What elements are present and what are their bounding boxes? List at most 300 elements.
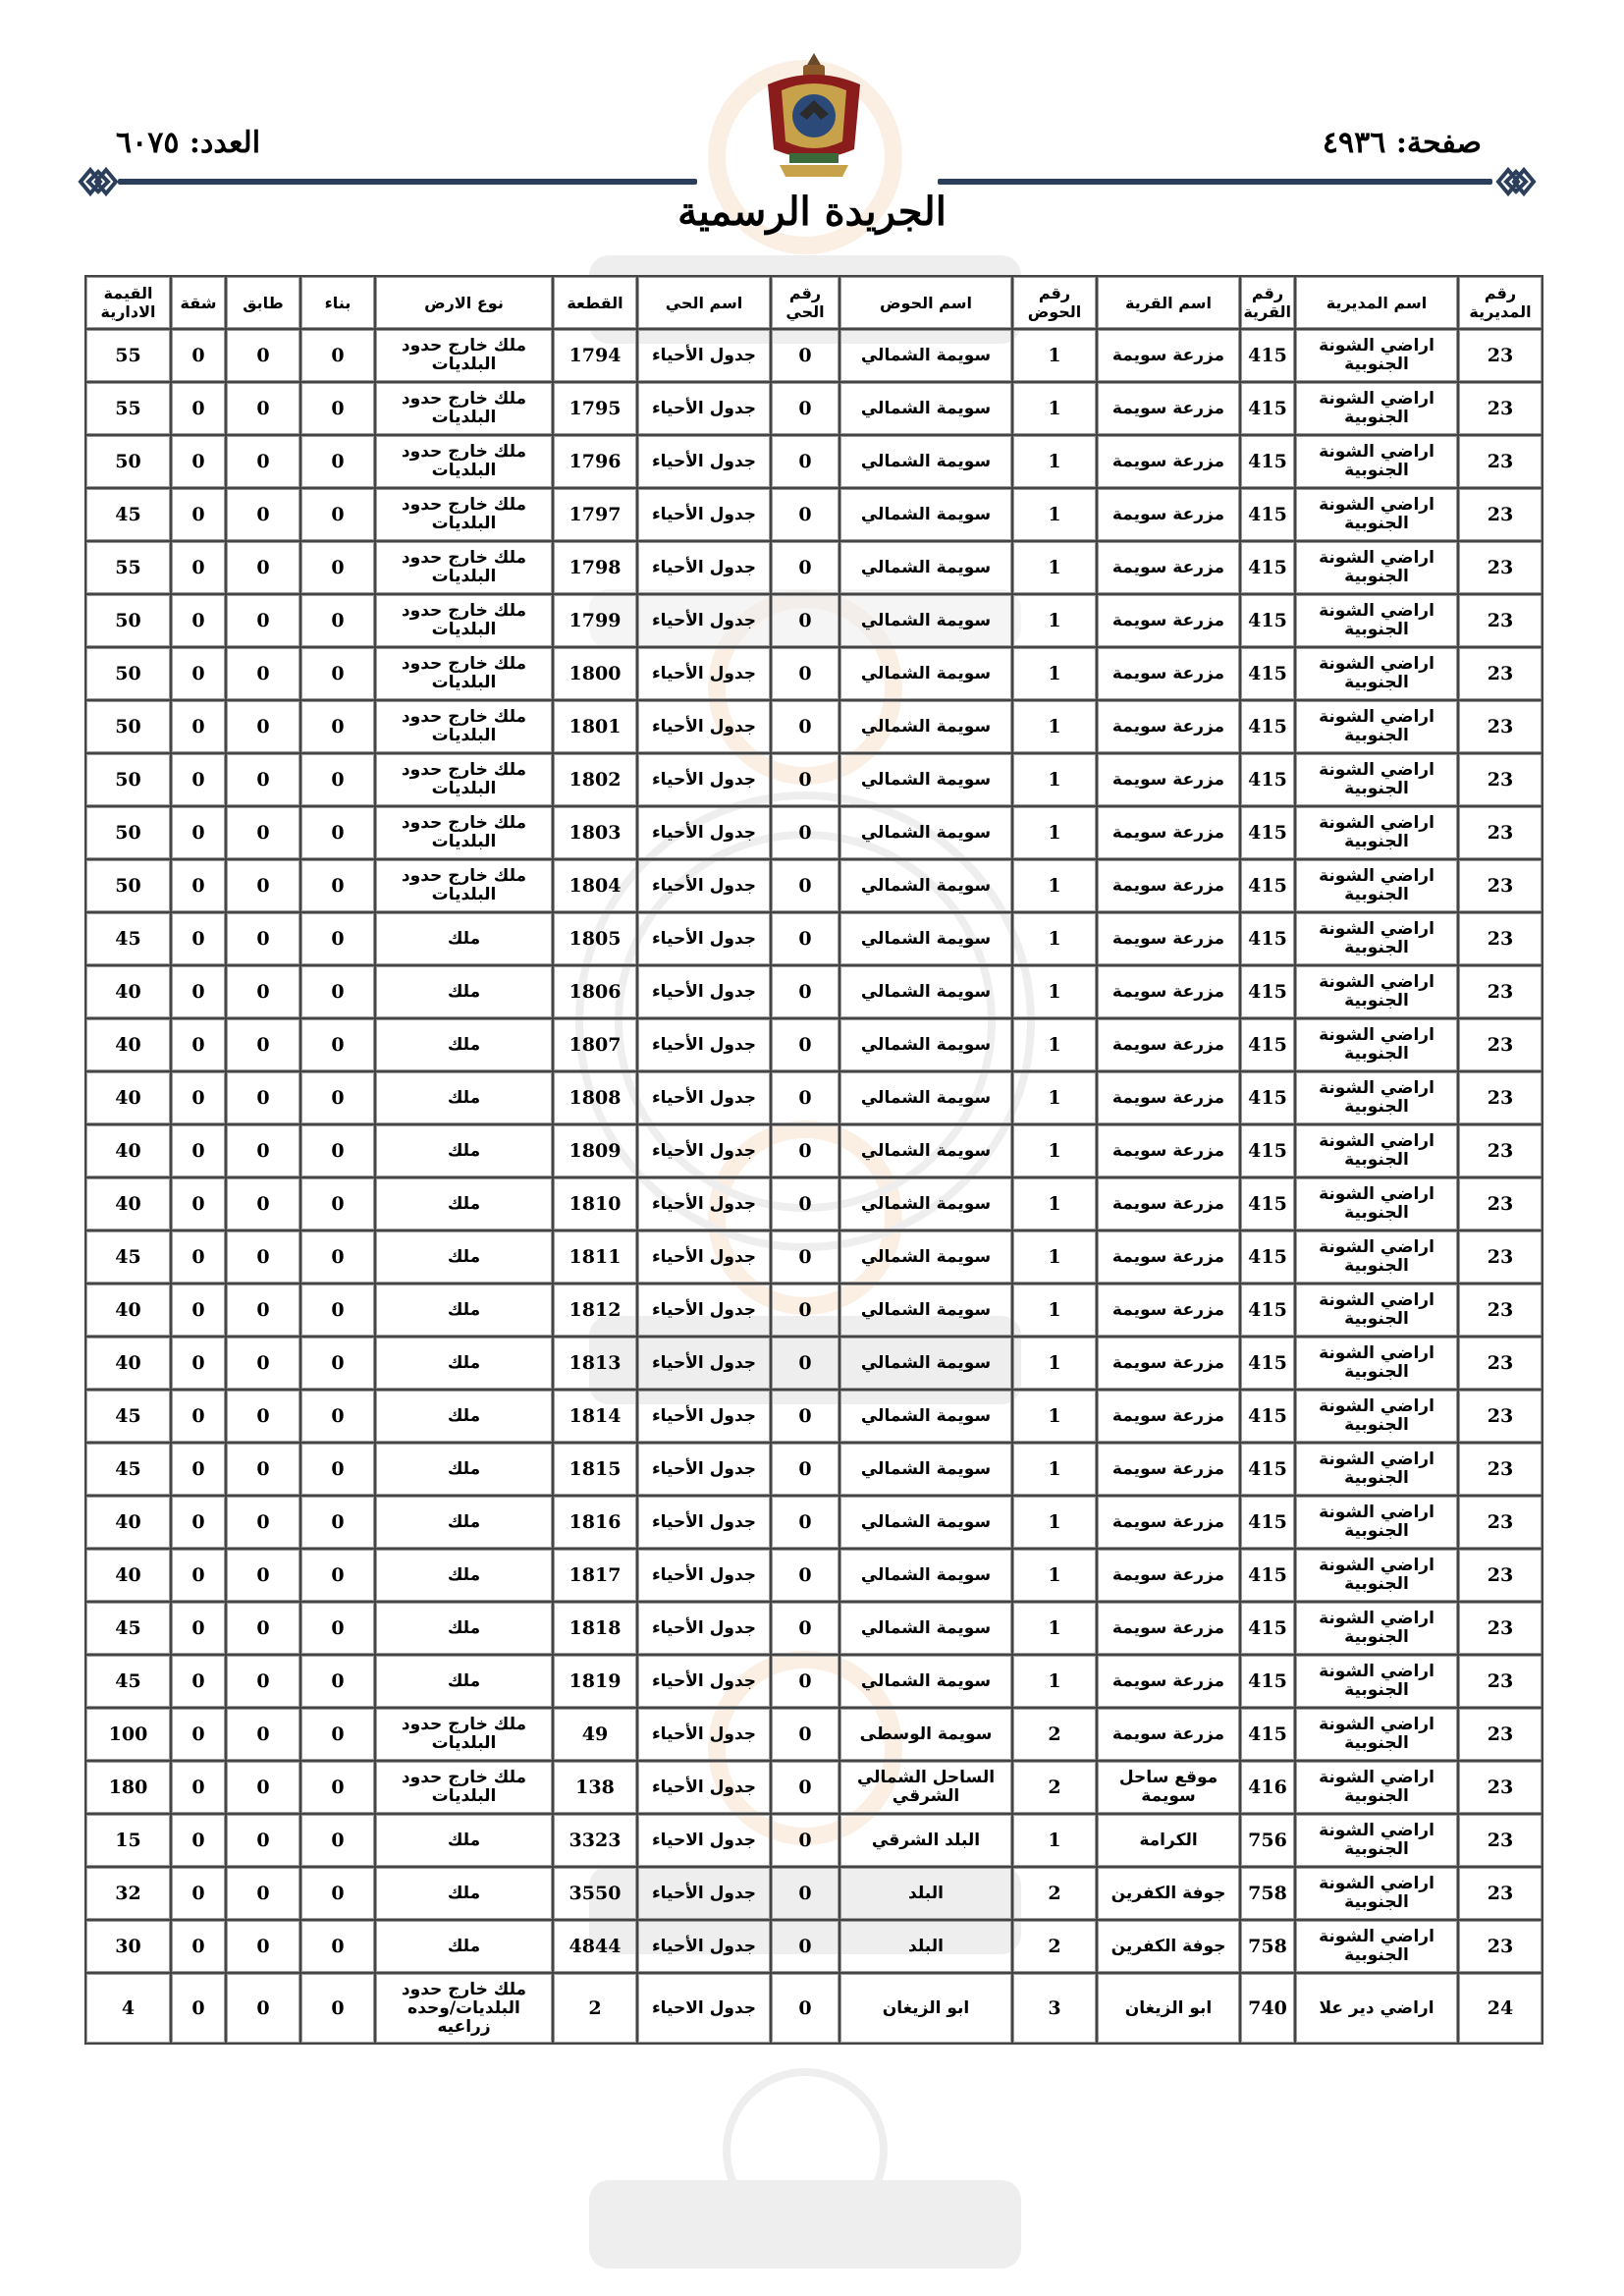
cell-basin-name: سويمة الشمالي bbox=[839, 912, 1012, 965]
cell-district-no: 0 bbox=[771, 435, 839, 488]
table-row bbox=[85, 912, 1543, 965]
cell-apartment: 0 bbox=[171, 488, 226, 541]
cell-village-name: مزرعة سويمة bbox=[1097, 1708, 1240, 1761]
cell-building: 0 bbox=[300, 1655, 375, 1708]
cell-floor: 0 bbox=[226, 1177, 300, 1230]
cell-directorate-no: 23 bbox=[1458, 1920, 1543, 1973]
cell-village-no: 415 bbox=[1240, 1443, 1295, 1496]
table-row bbox=[85, 1973, 1543, 2044]
cell-district-no: 0 bbox=[771, 1973, 839, 2044]
cell-land-type: ملك bbox=[375, 1920, 553, 1973]
cell-directorate-name: اراضي الشونة الجنوبية bbox=[1295, 382, 1458, 435]
cell-floor: 0 bbox=[226, 594, 300, 647]
cell-building: 0 bbox=[300, 700, 375, 753]
cell-land-type: ملك bbox=[375, 1443, 553, 1496]
cell-land-type: ملك bbox=[375, 912, 553, 965]
cell-directorate-name: اراضي الشونة الجنوبية bbox=[1295, 806, 1458, 859]
cell-building: 0 bbox=[300, 1071, 375, 1124]
cell-directorate-name: اراضي الشونة الجنوبية bbox=[1295, 1549, 1458, 1602]
cell-district-name: جدول الأحياء bbox=[637, 647, 771, 700]
cell-district-name: جدول الأحياء bbox=[637, 965, 771, 1018]
cell-basin-no: 1 bbox=[1012, 1655, 1097, 1708]
table-row bbox=[85, 1602, 1543, 1655]
cell-village-no: 740 bbox=[1240, 1973, 1295, 2044]
cell-land-type: ملك خارج حدود البلديات bbox=[375, 1708, 553, 1761]
cell-basin-name: سويمة الشمالي bbox=[839, 1177, 1012, 1230]
cell-directorate-no: 23 bbox=[1458, 806, 1543, 859]
cell-parcel: 3550 bbox=[553, 1867, 637, 1920]
cell-village-name: مزرعة سويمة bbox=[1097, 382, 1240, 435]
cell-basin-name: سويمة الشمالي bbox=[839, 753, 1012, 806]
cell-building: 0 bbox=[300, 1602, 375, 1655]
cell-basin-no: 1 bbox=[1012, 647, 1097, 700]
cell-apartment: 0 bbox=[171, 1018, 226, 1071]
cell-basin-name: ابو الزيغان bbox=[839, 1973, 1012, 2044]
cell-village-no: 415 bbox=[1240, 1390, 1295, 1443]
cell-land-type: ملك bbox=[375, 1124, 553, 1177]
cell-directorate-no: 23 bbox=[1458, 1177, 1543, 1230]
cell-basin-name: سويمة الشمالي bbox=[839, 382, 1012, 435]
cell-admin-value: 50 bbox=[85, 594, 171, 647]
cell-apartment: 0 bbox=[171, 647, 226, 700]
cell-directorate-no: 23 bbox=[1458, 1284, 1543, 1337]
cell-basin-name: سويمة الشمالي bbox=[839, 1337, 1012, 1390]
cell-admin-value: 40 bbox=[85, 1177, 171, 1230]
cell-building: 0 bbox=[300, 647, 375, 700]
cell-village-name: مزرعة سويمة bbox=[1097, 1602, 1240, 1655]
cell-basin-no: 1 bbox=[1012, 1284, 1097, 1337]
cell-district-no: 0 bbox=[771, 1549, 839, 1602]
cell-building: 0 bbox=[300, 435, 375, 488]
cell-district-no: 0 bbox=[771, 700, 839, 753]
cell-basin-no: 3 bbox=[1012, 1973, 1097, 2044]
cell-land-type: ملك خارج حدود البلديات bbox=[375, 435, 553, 488]
cell-district-name: جدول الاحياء bbox=[637, 1814, 771, 1867]
cell-basin-no: 1 bbox=[1012, 1018, 1097, 1071]
cell-admin-value: 40 bbox=[85, 1071, 171, 1124]
cell-directorate-name: اراضي الشونة الجنوبية bbox=[1295, 859, 1458, 912]
cell-parcel: 4844 bbox=[553, 1920, 637, 1973]
table-row bbox=[85, 965, 1543, 1018]
cell-basin-name: سويمة الشمالي bbox=[839, 859, 1012, 912]
cell-basin-name: سويمة الشمالي bbox=[839, 700, 1012, 753]
cell-district-name: جدول الأحياء bbox=[637, 1549, 771, 1602]
cell-parcel: 1805 bbox=[553, 912, 637, 965]
cell-district-no: 0 bbox=[771, 1284, 839, 1337]
cell-parcel: 1819 bbox=[553, 1655, 637, 1708]
cell-basin-no: 1 bbox=[1012, 1071, 1097, 1124]
cell-district-no: 0 bbox=[771, 541, 839, 594]
cell-village-name: مزرعة سويمة bbox=[1097, 1496, 1240, 1549]
cell-village-name: مزرعة سويمة bbox=[1097, 1390, 1240, 1443]
cell-apartment: 0 bbox=[171, 806, 226, 859]
cell-district-name: جدول الأحياء bbox=[637, 1390, 771, 1443]
cell-directorate-no: 23 bbox=[1458, 1761, 1543, 1814]
cell-admin-value: 40 bbox=[85, 965, 171, 1018]
cell-building: 0 bbox=[300, 806, 375, 859]
cell-building: 0 bbox=[300, 488, 375, 541]
cell-district-name: جدول الأحياء bbox=[637, 1443, 771, 1496]
cell-parcel: 1817 bbox=[553, 1549, 637, 1602]
table-row bbox=[85, 1708, 1543, 1761]
cell-village-no: 415 bbox=[1240, 1549, 1295, 1602]
cell-land-type: ملك خارج حدود البلديات bbox=[375, 700, 553, 753]
cell-admin-value: 45 bbox=[85, 488, 171, 541]
cell-basin-name: سويمة الشمالي bbox=[839, 1071, 1012, 1124]
cell-parcel: 1803 bbox=[553, 806, 637, 859]
cell-district-name: جدول الأحياء bbox=[637, 1071, 771, 1124]
cell-district-no: 0 bbox=[771, 1443, 839, 1496]
cell-land-type: ملك خارج حدود البلديات bbox=[375, 382, 553, 435]
cell-district-name: جدول الأحياء bbox=[637, 488, 771, 541]
cell-apartment: 0 bbox=[171, 382, 226, 435]
header-floor: طابق bbox=[226, 276, 300, 329]
cell-floor: 0 bbox=[226, 488, 300, 541]
table-row bbox=[85, 541, 1543, 594]
cell-village-no: 415 bbox=[1240, 806, 1295, 859]
cell-floor: 0 bbox=[226, 1071, 300, 1124]
cell-floor: 0 bbox=[226, 1443, 300, 1496]
cell-land-type: ملك خارج حدود البلديات bbox=[375, 753, 553, 806]
cell-basin-no: 1 bbox=[1012, 1124, 1097, 1177]
cell-directorate-no: 23 bbox=[1458, 1708, 1543, 1761]
cell-basin-no: 1 bbox=[1012, 753, 1097, 806]
header-district-name: اسم الحي bbox=[637, 276, 771, 329]
cell-basin-no: 1 bbox=[1012, 806, 1097, 859]
cell-basin-name: سويمة الشمالي bbox=[839, 1284, 1012, 1337]
cell-apartment: 0 bbox=[171, 912, 226, 965]
cell-district-no: 0 bbox=[771, 753, 839, 806]
cell-basin-name: سويمة الشمالي bbox=[839, 1390, 1012, 1443]
cell-admin-value: 40 bbox=[85, 1018, 171, 1071]
cell-directorate-name: اراضي دير علا bbox=[1295, 1973, 1458, 2044]
header-building: بناء bbox=[300, 276, 375, 329]
cell-floor: 0 bbox=[226, 1124, 300, 1177]
cell-village-no: 415 bbox=[1240, 1496, 1295, 1549]
cell-directorate-no: 24 bbox=[1458, 1973, 1543, 2044]
table-header-row bbox=[85, 276, 1543, 329]
cell-basin-no: 1 bbox=[1012, 965, 1097, 1018]
cell-basin-name: سويمة الشمالي bbox=[839, 541, 1012, 594]
cell-building: 0 bbox=[300, 1867, 375, 1920]
cell-basin-no: 1 bbox=[1012, 488, 1097, 541]
cell-admin-value: 40 bbox=[85, 1284, 171, 1337]
cell-parcel: 3323 bbox=[553, 1814, 637, 1867]
cell-building: 0 bbox=[300, 1177, 375, 1230]
cell-directorate-name: اراضي الشونة الجنوبية bbox=[1295, 1496, 1458, 1549]
cell-land-type: ملك bbox=[375, 1177, 553, 1230]
cell-floor: 0 bbox=[226, 1655, 300, 1708]
cell-district-no: 0 bbox=[771, 1177, 839, 1230]
cell-basin-no: 1 bbox=[1012, 1230, 1097, 1284]
cell-village-no: 416 bbox=[1240, 1761, 1295, 1814]
cell-floor: 0 bbox=[226, 435, 300, 488]
cell-basin-name: البلد bbox=[839, 1920, 1012, 1973]
cell-building: 0 bbox=[300, 1708, 375, 1761]
cell-district-name: جدول الأحياء bbox=[637, 1124, 771, 1177]
cell-admin-value: 50 bbox=[85, 859, 171, 912]
cell-directorate-no: 23 bbox=[1458, 1230, 1543, 1284]
cell-building: 0 bbox=[300, 1814, 375, 1867]
cell-land-type: ملك خارج حدود البلديات bbox=[375, 859, 553, 912]
cell-admin-value: 50 bbox=[85, 753, 171, 806]
cell-village-name: موقع ساحل سويمة bbox=[1097, 1761, 1240, 1814]
cell-directorate-name: اراضي الشونة الجنوبية bbox=[1295, 1390, 1458, 1443]
cell-parcel: 1802 bbox=[553, 753, 637, 806]
cell-directorate-name: اراضي الشونة الجنوبية bbox=[1295, 488, 1458, 541]
cell-directorate-no: 23 bbox=[1458, 329, 1543, 382]
cell-directorate-no: 23 bbox=[1458, 647, 1543, 700]
cell-apartment: 0 bbox=[171, 700, 226, 753]
header-land-type: نوع الارض bbox=[375, 276, 553, 329]
cell-apartment: 0 bbox=[171, 965, 226, 1018]
cell-village-name: مزرعة سويمة bbox=[1097, 647, 1240, 700]
cell-village-no: 415 bbox=[1240, 1018, 1295, 1071]
cell-district-name: جدول الأحياء bbox=[637, 382, 771, 435]
cell-district-no: 0 bbox=[771, 1602, 839, 1655]
cell-building: 0 bbox=[300, 1390, 375, 1443]
cell-village-no: 758 bbox=[1240, 1867, 1295, 1920]
cell-floor: 0 bbox=[226, 1390, 300, 1443]
cell-village-no: 415 bbox=[1240, 1177, 1295, 1230]
cell-apartment: 0 bbox=[171, 1549, 226, 1602]
cell-parcel: 1800 bbox=[553, 647, 637, 700]
cell-district-no: 0 bbox=[771, 488, 839, 541]
cell-district-name: جدول الأحياء bbox=[637, 1177, 771, 1230]
cell-building: 0 bbox=[300, 1496, 375, 1549]
cell-district-no: 0 bbox=[771, 594, 839, 647]
cell-admin-value: 4 bbox=[85, 1973, 171, 2044]
cell-directorate-name: اراضي الشونة الجنوبية bbox=[1295, 1018, 1458, 1071]
cell-basin-no: 1 bbox=[1012, 1177, 1097, 1230]
cell-apartment: 0 bbox=[171, 1973, 226, 2044]
cell-admin-value: 50 bbox=[85, 647, 171, 700]
cell-parcel: 1809 bbox=[553, 1124, 637, 1177]
cell-district-no: 0 bbox=[771, 382, 839, 435]
table-row bbox=[85, 1337, 1543, 1390]
cell-district-no: 0 bbox=[771, 912, 839, 965]
cell-district-name: جدول الأحياء bbox=[637, 435, 771, 488]
cell-village-name: مزرعة سويمة bbox=[1097, 965, 1240, 1018]
cell-floor: 0 bbox=[226, 1337, 300, 1390]
cell-apartment: 0 bbox=[171, 1867, 226, 1920]
cell-directorate-name: اراضي الشونة الجنوبية bbox=[1295, 647, 1458, 700]
cell-village-name: مزرعة سويمة bbox=[1097, 329, 1240, 382]
cell-directorate-name: اراضي الشونة الجنوبية bbox=[1295, 965, 1458, 1018]
cell-district-name: جدول الأحياء bbox=[637, 1655, 771, 1708]
table-row bbox=[85, 1655, 1543, 1708]
cell-floor: 0 bbox=[226, 382, 300, 435]
table-row bbox=[85, 382, 1543, 435]
cell-village-name: مزرعة سويمة bbox=[1097, 1018, 1240, 1071]
cell-directorate-no: 23 bbox=[1458, 859, 1543, 912]
cell-parcel: 1814 bbox=[553, 1390, 637, 1443]
table-row bbox=[85, 1018, 1543, 1071]
cell-district-no: 0 bbox=[771, 1230, 839, 1284]
cell-apartment: 0 bbox=[171, 1496, 226, 1549]
cell-village-name: مزرعة سويمة bbox=[1097, 1655, 1240, 1708]
cell-district-no: 0 bbox=[771, 329, 839, 382]
cell-building: 0 bbox=[300, 382, 375, 435]
cell-admin-value: 15 bbox=[85, 1814, 171, 1867]
cell-district-name: جدول الاحياء bbox=[637, 1973, 771, 2044]
cell-district-no: 0 bbox=[771, 1920, 839, 1973]
cell-village-no: 415 bbox=[1240, 912, 1295, 965]
cell-building: 0 bbox=[300, 1973, 375, 2044]
header-basin-no: رقم الحوض bbox=[1012, 276, 1097, 329]
cell-parcel: 1797 bbox=[553, 488, 637, 541]
cell-basin-name: سويمة الشمالي bbox=[839, 1549, 1012, 1602]
cell-floor: 0 bbox=[226, 1814, 300, 1867]
cell-land-type: ملك خارج حدود البلديات bbox=[375, 541, 553, 594]
cell-directorate-no: 23 bbox=[1458, 700, 1543, 753]
cell-village-no: 415 bbox=[1240, 1708, 1295, 1761]
cell-parcel: 1804 bbox=[553, 859, 637, 912]
cell-basin-no: 1 bbox=[1012, 329, 1097, 382]
table-row bbox=[85, 1443, 1543, 1496]
table-row bbox=[85, 859, 1543, 912]
cell-basin-name: سويمة الشمالي bbox=[839, 806, 1012, 859]
cell-floor: 0 bbox=[226, 1867, 300, 1920]
cell-land-type: ملك bbox=[375, 1655, 553, 1708]
cell-apartment: 0 bbox=[171, 1284, 226, 1337]
cell-apartment: 0 bbox=[171, 1761, 226, 1814]
table-row bbox=[85, 594, 1543, 647]
cell-village-no: 415 bbox=[1240, 1337, 1295, 1390]
cell-admin-value: 40 bbox=[85, 1124, 171, 1177]
cell-village-no: 415 bbox=[1240, 329, 1295, 382]
cell-directorate-name: اراضي الشونة الجنوبية bbox=[1295, 1071, 1458, 1124]
cell-directorate-name: اراضي الشونة الجنوبية bbox=[1295, 1177, 1458, 1230]
cell-building: 0 bbox=[300, 1761, 375, 1814]
cell-basin-name: سويمة الشمالي bbox=[839, 488, 1012, 541]
cell-parcel: 1816 bbox=[553, 1496, 637, 1549]
header-basin-name: اسم الحوض bbox=[839, 276, 1012, 329]
table-row bbox=[85, 1867, 1543, 1920]
cell-district-name: جدول الأحياء bbox=[637, 594, 771, 647]
cell-floor: 0 bbox=[226, 806, 300, 859]
cell-directorate-name: اراضي الشونة الجنوبية bbox=[1295, 1708, 1458, 1761]
cell-land-type: ملك bbox=[375, 1814, 553, 1867]
cell-floor: 0 bbox=[226, 1496, 300, 1549]
cell-village-no: 415 bbox=[1240, 1284, 1295, 1337]
cell-apartment: 0 bbox=[171, 1230, 226, 1284]
cell-directorate-name: اراضي الشونة الجنوبية bbox=[1295, 1602, 1458, 1655]
cell-parcel: 1811 bbox=[553, 1230, 637, 1284]
cell-village-name: مزرعة سويمة bbox=[1097, 594, 1240, 647]
cell-village-name: مزرعة سويمة bbox=[1097, 1071, 1240, 1124]
cell-parcel: 1810 bbox=[553, 1177, 637, 1230]
cell-basin-no: 2 bbox=[1012, 1867, 1097, 1920]
cell-basin-name: سويمة الشمالي bbox=[839, 1124, 1012, 1177]
cell-building: 0 bbox=[300, 1920, 375, 1973]
cell-basin-no: 1 bbox=[1012, 1337, 1097, 1390]
cell-land-type: ملك bbox=[375, 1018, 553, 1071]
cell-directorate-no: 23 bbox=[1458, 1443, 1543, 1496]
cell-village-name: مزرعة سويمة bbox=[1097, 541, 1240, 594]
cell-land-type: ملك bbox=[375, 1549, 553, 1602]
table-row bbox=[85, 488, 1543, 541]
cell-parcel: 1798 bbox=[553, 541, 637, 594]
header-admin-value: القيمة الادارية bbox=[85, 276, 171, 329]
cell-directorate-name: اراضي الشونة الجنوبية bbox=[1295, 541, 1458, 594]
cell-directorate-no: 23 bbox=[1458, 1071, 1543, 1124]
cell-apartment: 0 bbox=[171, 1814, 226, 1867]
header-village-name: اسم القرية bbox=[1097, 276, 1240, 329]
cell-directorate-no: 23 bbox=[1458, 1867, 1543, 1920]
cell-admin-value: 50 bbox=[85, 435, 171, 488]
cell-directorate-no: 23 bbox=[1458, 1814, 1543, 1867]
cell-district-no: 0 bbox=[771, 1867, 839, 1920]
cell-district-no: 0 bbox=[771, 1071, 839, 1124]
cell-basin-no: 1 bbox=[1012, 1602, 1097, 1655]
cell-village-name: جوفة الكفرين bbox=[1097, 1920, 1240, 1973]
cell-district-no: 0 bbox=[771, 1761, 839, 1814]
cell-village-no: 415 bbox=[1240, 435, 1295, 488]
cell-village-name: الكرامة bbox=[1097, 1814, 1240, 1867]
cell-village-name: مزرعة سويمة bbox=[1097, 1124, 1240, 1177]
table-row bbox=[85, 806, 1543, 859]
cell-basin-name: سويمة الشمالي bbox=[839, 647, 1012, 700]
cell-apartment: 0 bbox=[171, 753, 226, 806]
cell-village-no: 415 bbox=[1240, 541, 1295, 594]
cell-directorate-name: اراضي الشونة الجنوبية bbox=[1295, 1124, 1458, 1177]
table-row bbox=[85, 1124, 1543, 1177]
cell-land-type: ملك bbox=[375, 1230, 553, 1284]
cell-building: 0 bbox=[300, 1337, 375, 1390]
cell-floor: 0 bbox=[226, 859, 300, 912]
cell-village-name: ابو الزيغان bbox=[1097, 1973, 1240, 2044]
cell-floor: 0 bbox=[226, 1230, 300, 1284]
cell-district-name: جدول الأحياء bbox=[637, 1867, 771, 1920]
cell-basin-no: 1 bbox=[1012, 435, 1097, 488]
cell-admin-value: 40 bbox=[85, 1337, 171, 1390]
cell-directorate-name: اراضي الشونة الجنوبية bbox=[1295, 1443, 1458, 1496]
cell-building: 0 bbox=[300, 1443, 375, 1496]
table-row bbox=[85, 435, 1543, 488]
cell-building: 0 bbox=[300, 594, 375, 647]
cell-admin-value: 45 bbox=[85, 912, 171, 965]
cell-basin-no: 1 bbox=[1012, 859, 1097, 912]
gazette-title: الجريدة الرسمية bbox=[677, 189, 947, 235]
cell-apartment: 0 bbox=[171, 594, 226, 647]
cell-district-no: 0 bbox=[771, 1496, 839, 1549]
cell-building: 0 bbox=[300, 1124, 375, 1177]
table-container bbox=[84, 275, 1542, 2045]
cell-basin-no: 1 bbox=[1012, 594, 1097, 647]
cell-floor: 0 bbox=[226, 1920, 300, 1973]
cell-basin-no: 2 bbox=[1012, 1920, 1097, 1973]
cell-basin-name: سويمة الشمالي bbox=[839, 1602, 1012, 1655]
header-directorate-no: رقم المديرية bbox=[1458, 276, 1543, 329]
cell-land-type: ملك bbox=[375, 1390, 553, 1443]
cell-directorate-no: 23 bbox=[1458, 1496, 1543, 1549]
cell-building: 0 bbox=[300, 859, 375, 912]
cell-apartment: 0 bbox=[171, 1655, 226, 1708]
cell-district-no: 0 bbox=[771, 1708, 839, 1761]
cell-directorate-name: اراضي الشونة الجنوبية bbox=[1295, 1761, 1458, 1814]
cell-admin-value: 100 bbox=[85, 1708, 171, 1761]
cell-district-name: جدول الأحياء bbox=[637, 753, 771, 806]
cell-admin-value: 30 bbox=[85, 1920, 171, 1973]
cell-parcel: 1815 bbox=[553, 1443, 637, 1496]
cell-directorate-name: اراضي الشونة الجنوبية bbox=[1295, 1337, 1458, 1390]
table-row bbox=[85, 753, 1543, 806]
cell-village-no: 415 bbox=[1240, 594, 1295, 647]
cell-parcel: 1818 bbox=[553, 1602, 637, 1655]
cell-admin-value: 45 bbox=[85, 1443, 171, 1496]
header-village-no: رقم القرية bbox=[1240, 276, 1295, 329]
